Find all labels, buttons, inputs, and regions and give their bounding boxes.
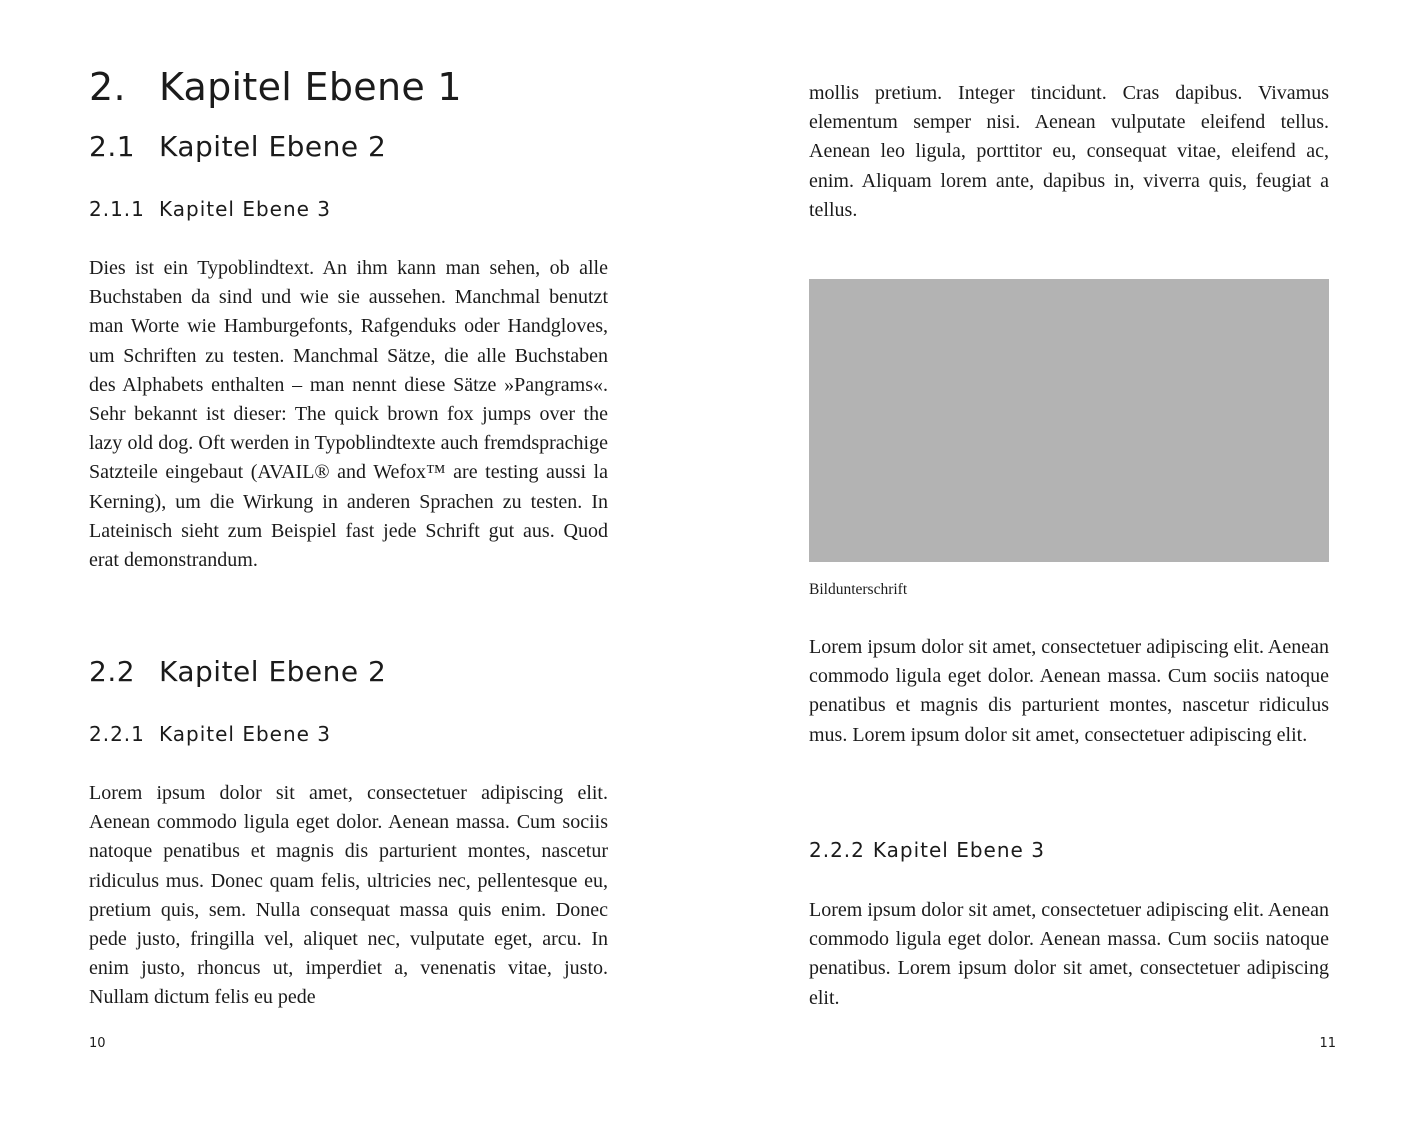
heading-level-3 [809,837,1045,863]
body-paragraph: Lorem ipsum dolor sit amet, consectetuer adipiscing elit. Aenean commodo ligula eget dolor. Aenean massa. Cum sociis natoque penatibus et magnis dis parturient montes, nascetur ridiculus mus. Donec quam felis, ultricies nec, pellentesque eu, pretium quis, sem. Nulla consequat massa quis enim. Donec pede justo, fringilla vel, aliquet nec, vulputate eget, arcu. In enim justo, rhoncus ut, imperdiet a, venenatis vitae, justo. Nullam dictum felis eu pede [89,782,608,1009]
heading-number: 2. [89,65,126,109]
heading-level-2 [89,655,386,689]
heading-level-3 [89,721,331,747]
heading-title: Kapitel Ebene 3 [159,722,332,746]
heading-number: 2.2.1 [89,722,145,746]
heading-number: 2.2.2 [809,838,865,862]
heading-level-3 [89,196,331,222]
heading-title: Kapitel Ebene 1 [159,65,462,109]
figure-placeholder-image [809,279,1329,562]
body-paragraph: Dies ist ein Typoblindtext. An ihm kann man sehen, ob alle Buchstaben da sind und wie sie aussehen. Manchmal benutzt man Worte wie Hamburgefonts, Rafgenduks oder Handgloves, um Schriften zu testen. Manchmal Sätze, die alle Buchstaben des Alphabets enthalten – man nennt diese Sätze »Pangrams«. Sehr bekannt ist dieser: The quick brown fox jumps over the lazy old dog. Oft werden in Typoblindtexte auch fremdsprachige Satzteile eingebaut (AVAIL® and Wefox™ are testing aussi la Kerning), um die Wirkung in anderen Sprachen zu testen. In Lateinisch sieht zum Beispiel fast jede Schrift gut aus. Quod erat demonstrandum. [89,257,608,572]
heading-number: 2.2 [89,655,136,688]
heading-number: 2.1.1 [89,197,145,221]
page-number: 11 [1319,1036,1336,1051]
body-paragraph: Lorem ipsum dolor sit amet, consectetuer adipiscing elit. Aenean commodo ligula eget dolor. Aenean massa. Cum sociis natoque penatibus et magnis dis parturient montes, nascetur ridiculus mus. Lorem ipsum dolor sit amet, consectetuer adipiscing elit. [809,636,1329,746]
heading-title: Kapitel Ebene 2 [159,130,387,163]
body-paragraph-continued: mollis pretium. Integer tincidunt. Cras dapibus. Vivamus elementum semper nisi. Aenean vulputate eleifend tellus. Aenean leo ligula, porttitor eu, consequat vitae, eleifend ac, enim. Aliquam lorem ante, dapibus in, viverra quis, feugiat a tellus. [809,82,1329,221]
left-page [0,0,708,1122]
right-page [708,0,1417,1122]
heading-title: Kapitel Ebene 3 [159,197,332,221]
heading-title: Kapitel Ebene 2 [159,655,387,688]
heading-level-1 [89,65,462,109]
heading-number: 2.1 [89,130,136,163]
body-paragraph: Lorem ipsum dolor sit amet, consectetuer adipiscing elit. Aenean commodo ligula eget dolor. Aenean massa. Cum sociis natoque penatibus. Lorem ipsum dolor sit amet, consectetuer adipiscing elit. [809,899,1329,1009]
heading-title: Kapitel Ebene 3 [872,838,1045,862]
page-number: 10 [89,1036,106,1051]
figure-caption: Bildunterschrift [809,581,908,598]
heading-level-2 [89,130,386,164]
